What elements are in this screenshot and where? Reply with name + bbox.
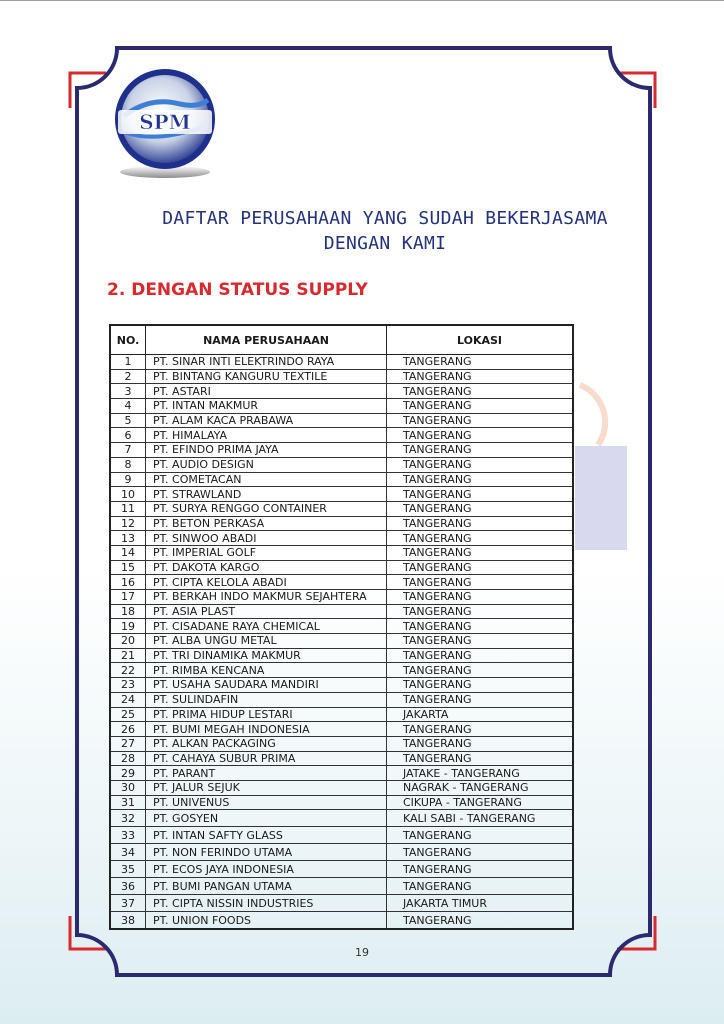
company-name: PT. CAHAYA SUBUR PRIMA — [146, 751, 387, 766]
page-number: 19 — [355, 946, 369, 959]
header-location: LOKASI — [387, 325, 574, 355]
table-body — [110, 355, 573, 930]
company-location: TANGERANG — [387, 844, 574, 861]
row-number: 29 — [110, 766, 146, 781]
table-row — [110, 678, 573, 693]
table-row — [110, 648, 573, 663]
table-row — [110, 810, 573, 827]
row-number: 31 — [110, 795, 146, 810]
company-location: TANGERANG — [387, 692, 574, 707]
company-location: TANGERANG — [387, 663, 574, 678]
company-location: TANGERANG — [387, 560, 574, 575]
table-row — [110, 827, 573, 844]
table-row — [110, 428, 573, 443]
company-location: TANGERANG — [387, 399, 574, 414]
company-location: TANGERANG — [387, 516, 574, 531]
table-row — [110, 766, 573, 781]
table-row — [110, 560, 573, 575]
row-number: 30 — [110, 780, 146, 795]
company-location: TANGERANG — [387, 443, 574, 458]
row-number: 5 — [110, 413, 146, 428]
company-location: TANGERANG — [387, 912, 574, 930]
row-number: 9 — [110, 472, 146, 487]
table-row — [110, 878, 573, 895]
row-number: 8 — [110, 457, 146, 472]
table-row — [110, 531, 573, 546]
row-number: 20 — [110, 634, 146, 649]
company-name: PT. ASIA PLAST — [146, 604, 387, 619]
company-location: JAKARTA — [387, 707, 574, 722]
row-number: 2 — [110, 369, 146, 384]
table-row — [110, 722, 573, 737]
table-row — [110, 384, 573, 399]
logo-text: SPM — [139, 110, 191, 134]
table-row — [110, 472, 573, 487]
table-row — [110, 861, 573, 878]
row-number: 19 — [110, 619, 146, 634]
company-name: PT. ALKAN PACKAGING — [146, 736, 387, 751]
top-rule — [0, 0, 724, 1]
company-name: PT. BUMI PANGAN UTAMA — [146, 878, 387, 895]
company-name: PT. CISADANE RAYA CHEMICAL — [146, 619, 387, 634]
table-row — [110, 895, 573, 912]
company-location: TANGERANG — [387, 413, 574, 428]
row-number: 14 — [110, 545, 146, 560]
row-number: 6 — [110, 428, 146, 443]
table-row — [110, 545, 573, 560]
company-name: PT. STRAWLAND — [146, 487, 387, 502]
company-name: PT. PRIMA HIDUP LESTARI — [146, 707, 387, 722]
company-location: JAKARTA TIMUR — [387, 895, 574, 912]
row-number: 13 — [110, 531, 146, 546]
row-number: 4 — [110, 399, 146, 414]
table-row — [110, 413, 573, 428]
company-name: PT. SINWOO ABADI — [146, 531, 387, 546]
company-location: TANGERANG — [387, 501, 574, 516]
table-row — [110, 443, 573, 458]
table-row — [110, 619, 573, 634]
company-location: NAGRAK - TANGERANG — [387, 780, 574, 795]
company-location: TANGERANG — [387, 736, 574, 751]
company-location: JATAKE - TANGERANG — [387, 766, 574, 781]
table-row — [110, 399, 573, 414]
company-name: PT. PARANT — [146, 766, 387, 781]
company-location: TANGERANG — [387, 751, 574, 766]
company-name: PT. DAKOTA KARGO — [146, 560, 387, 575]
table-row — [110, 501, 573, 516]
supply-table — [109, 324, 574, 930]
company-name: PT. CIPTA NISSIN INDUSTRIES — [146, 895, 387, 912]
row-number: 10 — [110, 487, 146, 502]
company-name: PT. AUDIO DESIGN — [146, 457, 387, 472]
table-row — [110, 736, 573, 751]
table-header-row — [110, 325, 573, 355]
row-number: 26 — [110, 722, 146, 737]
row-number: 17 — [110, 590, 146, 605]
company-name: PT. JALUR SEJUK — [146, 780, 387, 795]
company-name: PT. GOSYEN — [146, 810, 387, 827]
company-location: TANGERANG — [387, 545, 574, 560]
row-number: 23 — [110, 678, 146, 693]
row-number: 12 — [110, 516, 146, 531]
table-row — [110, 487, 573, 502]
company-location: TANGERANG — [387, 428, 574, 443]
company-name: PT. SINAR INTI ELEKTRINDO RAYA — [146, 355, 387, 370]
table-row — [110, 707, 573, 722]
company-name: PT. SURYA RENGGO CONTAINER — [146, 501, 387, 516]
company-location: TANGERANG — [387, 878, 574, 895]
company-name: PT. BINTANG KANGURU TEXTILE — [146, 369, 387, 384]
table-row — [110, 369, 573, 384]
company-name: PT. ALAM KACA PRABAWA — [146, 413, 387, 428]
table-row — [110, 844, 573, 861]
company-location: TANGERANG — [387, 487, 574, 502]
row-number: 32 — [110, 810, 146, 827]
row-number: 28 — [110, 751, 146, 766]
row-number: 1 — [110, 355, 146, 370]
company-name: PT. HIMALAYA — [146, 428, 387, 443]
page-title-line1: DAFTAR PERUSAHAAN YANG SUDAH BEKERJASAMA — [162, 208, 608, 229]
header-company-name: NAMA PERUSAHAAN — [146, 325, 387, 355]
company-name: PT. CIPTA KELOLA ABADI — [146, 575, 387, 590]
company-name: PT. IMPERIAL GOLF — [146, 545, 387, 560]
row-number: 15 — [110, 560, 146, 575]
company-location: TANGERANG — [387, 634, 574, 649]
table-row — [110, 457, 573, 472]
row-number: 22 — [110, 663, 146, 678]
row-number: 33 — [110, 827, 146, 844]
company-location: KALI SABI - TANGERANG — [387, 810, 574, 827]
company-name: PT. SULINDAFIN — [146, 692, 387, 707]
company-name: PT. ECOS JAYA INDONESIA — [146, 861, 387, 878]
company-location: TANGERANG — [387, 722, 574, 737]
row-number: 35 — [110, 861, 146, 878]
company-location: TANGERANG — [387, 531, 574, 546]
row-number: 36 — [110, 878, 146, 895]
company-location: TANGERANG — [387, 648, 574, 663]
page-title — [100, 206, 670, 256]
company-location: TANGERANG — [387, 355, 574, 370]
header-no: NO. — [110, 325, 146, 355]
table-row — [110, 575, 573, 590]
company-name: PT. NON FERINDO UTAMA — [146, 844, 387, 861]
row-number: 24 — [110, 692, 146, 707]
company-location: TANGERANG — [387, 457, 574, 472]
company-location: TANGERANG — [387, 575, 574, 590]
table-row — [110, 780, 573, 795]
company-location: TANGERANG — [387, 827, 574, 844]
spm-logo — [110, 66, 220, 180]
row-number: 11 — [110, 501, 146, 516]
table-row — [110, 604, 573, 619]
company-name: PT. UNION FOODS — [146, 912, 387, 930]
company-location: TANGERANG — [387, 590, 574, 605]
table-row — [110, 751, 573, 766]
row-number: 3 — [110, 384, 146, 399]
company-location: TANGERANG — [387, 369, 574, 384]
company-name: PT. UNIVENUS — [146, 795, 387, 810]
row-number: 37 — [110, 895, 146, 912]
company-location: TANGERANG — [387, 619, 574, 634]
company-location: TANGERANG — [387, 861, 574, 878]
company-location: TANGERANG — [387, 678, 574, 693]
table-row — [110, 516, 573, 531]
company-name: PT. BERKAH INDO MAKMUR SEJAHTERA — [146, 590, 387, 605]
table-row — [110, 912, 573, 930]
company-location: CIKUPA - TANGERANG — [387, 795, 574, 810]
table-row — [110, 355, 573, 370]
row-number: 16 — [110, 575, 146, 590]
row-number: 18 — [110, 604, 146, 619]
company-name: PT. BUMI MEGAH INDONESIA — [146, 722, 387, 737]
row-number: 25 — [110, 707, 146, 722]
company-location: TANGERANG — [387, 384, 574, 399]
table-row — [110, 590, 573, 605]
company-name: PT. ALBA UNGU METAL — [146, 634, 387, 649]
company-name: PT. EFINDO PRIMA JAYA — [146, 443, 387, 458]
row-number: 27 — [110, 736, 146, 751]
row-number: 34 — [110, 844, 146, 861]
company-name: PT. INTAN MAKMUR — [146, 399, 387, 414]
company-location: TANGERANG — [387, 604, 574, 619]
company-name: PT. RIMBA KENCANA — [146, 663, 387, 678]
table-row — [110, 692, 573, 707]
row-number: 7 — [110, 443, 146, 458]
table-row — [110, 795, 573, 810]
section-heading: 2. DENGAN STATUS SUPPLY — [107, 280, 368, 300]
company-name: PT. INTAN SAFTY GLASS — [146, 827, 387, 844]
row-number: 38 — [110, 912, 146, 930]
company-name: PT. TRI DINAMIKA MAKMUR — [146, 648, 387, 663]
company-name: PT. USAHA SAUDARA MANDIRI — [146, 678, 387, 693]
company-name: PT. BETON PERKASA — [146, 516, 387, 531]
page-title-line2: DENGAN KAMI — [323, 233, 447, 254]
watermark-shape — [575, 446, 627, 550]
table-row — [110, 663, 573, 678]
company-name: PT. ASTARI — [146, 384, 387, 399]
company-name: PT. COMETACAN — [146, 472, 387, 487]
table-row — [110, 634, 573, 649]
company-location: TANGERANG — [387, 472, 574, 487]
row-number: 21 — [110, 648, 146, 663]
